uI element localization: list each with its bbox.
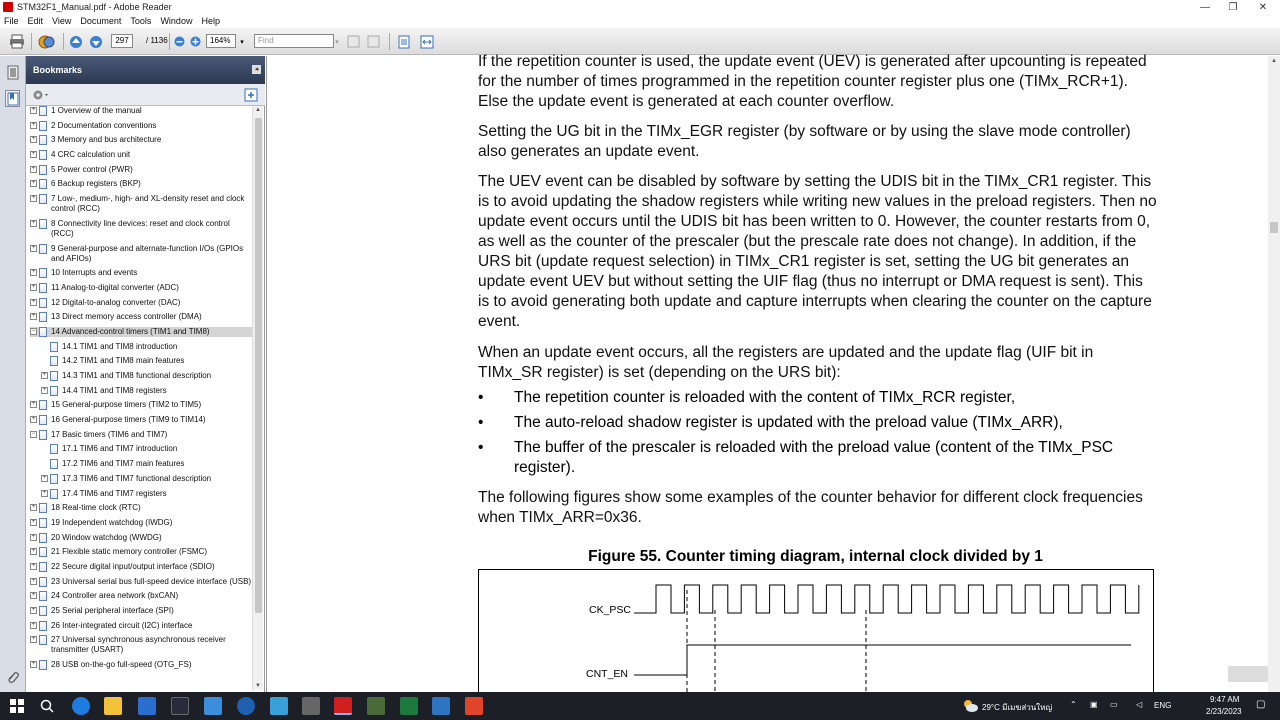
bullet-repetition-counter: The repetition counter is reloaded with the content of TIMx_RCR register, [514, 389, 1016, 406]
collaborate-icon[interactable] [36, 33, 58, 50]
paragraph-update-event: When an update event occurs, all the registers are updated and the update flag (UIF bit in TIMx_SR register) is set (depending on the URS bit): [478, 344, 1094, 381]
bookmark-page-icon [50, 474, 58, 484]
page-thumbnail-controls[interactable] [1228, 666, 1268, 682]
bookmark-item[interactable] [30, 621, 252, 631]
find-next-icon[interactable] [366, 33, 380, 50]
bookmark-label: 5 Power control (PWR) [51, 164, 133, 174]
menu-window[interactable]: Window [160, 16, 193, 26]
bookmark-item[interactable] [30, 165, 252, 175]
expand-icon[interactable]: + [31, 165, 36, 172]
bookmark-label: 20 Window watchdog (WWDG) [51, 532, 162, 542]
app-icon[interactable] [270, 697, 288, 715]
windows-taskbar [0, 692, 1280, 720]
bookmark-item[interactable] [30, 135, 252, 145]
expand-icon[interactable]: + [42, 489, 47, 496]
counter-timing-diagram [478, 569, 1154, 692]
clock-date[interactable]: 2/23/2023 [1206, 707, 1242, 716]
bookmark-label: 17.2 TIM6 and TIM7 main features [62, 459, 185, 469]
bookmark-page-icon [39, 547, 47, 557]
show-hidden-icons-icon[interactable]: ⌃ [1070, 700, 1077, 709]
bookmark-label: 25 Serial peripheral interface (SPI) [51, 606, 174, 615]
bookmark-item[interactable] [30, 415, 252, 425]
expand-icon[interactable]: + [31, 180, 36, 187]
expand-icon[interactable]: + [31, 636, 36, 643]
tree-spacer [41, 445, 48, 452]
bookmark-label: 28 USB on-the-go full-speed (OTG_FS) [51, 660, 192, 670]
find-dropdown-icon[interactable]: ▾ [335, 38, 339, 46]
bookmark-label: 6 Backup registers (BKP) [51, 179, 141, 189]
bookmark-item[interactable] [30, 547, 252, 557]
expand-icon[interactable]: + [31, 504, 36, 511]
bookmark-page-icon [39, 165, 47, 175]
bookmark-label: 1 Overview of the manual [51, 106, 142, 115]
expand-icon[interactable]: + [31, 416, 36, 423]
bookmark-page-icon [50, 444, 58, 454]
expand-icon[interactable]: + [31, 533, 36, 540]
menu-bar [0, 14, 1280, 28]
expand-icon[interactable]: + [31, 298, 36, 305]
collapse-icon[interactable]: − [31, 327, 36, 334]
bookmark-item[interactable] [30, 430, 252, 440]
bookmark-item[interactable] [30, 660, 252, 670]
expand-icon[interactable]: + [31, 136, 36, 143]
expand-icon[interactable]: + [31, 548, 36, 555]
bookmark-label: 4 CRC calculation unit [51, 150, 131, 160]
menu-document[interactable]: Document [80, 16, 122, 26]
store-icon[interactable] [171, 697, 189, 715]
bookmark-item[interactable] [30, 400, 252, 410]
pages-panel-icon[interactable] [5, 64, 20, 81]
bookmark-item[interactable] [30, 298, 252, 308]
print-icon[interactable] [8, 33, 26, 50]
bookmark-item[interactable] [30, 371, 252, 381]
bookmark-page-icon [39, 415, 47, 425]
windows-start-icon[interactable] [8, 697, 26, 715]
search-icon[interactable] [38, 697, 56, 715]
bookmark-page-icon [39, 660, 47, 670]
close-panel-icon[interactable]: ◂ [252, 65, 261, 74]
expand-icon[interactable]: + [31, 244, 36, 251]
internet-explorer-icon[interactable] [237, 697, 255, 715]
bullet-symbol: • [478, 389, 484, 406]
find-input[interactable]: Find [254, 34, 334, 48]
cnt-en-waveform [634, 645, 1131, 675]
expand-icon[interactable]: + [31, 283, 36, 290]
bookmark-label: 19 Independent watchdog (IWDG) [51, 517, 173, 527]
excel-icon[interactable] [400, 697, 418, 715]
clock-time[interactable]: 9:47 AM [1210, 695, 1240, 704]
bookmark-page-icon [39, 283, 47, 293]
ck-psc-waveform [634, 585, 1139, 613]
bookmark-label: 14.4 TIM1 and TIM8 registers [62, 385, 167, 395]
bookmark-item[interactable] [30, 356, 252, 366]
bookmark-page-icon [50, 386, 58, 396]
bookmark-item[interactable] [30, 444, 252, 454]
ide-icon[interactable] [432, 697, 450, 715]
bookmark-label: 14.3 TIM1 and TIM8 functional description [62, 371, 212, 380]
expand-icon[interactable]: + [31, 518, 36, 525]
bookmarks-panel-icon[interactable] [5, 90, 20, 107]
expand-icon[interactable]: + [31, 151, 36, 158]
tools-app-icon[interactable] [302, 697, 320, 715]
bookmark-item[interactable] [30, 219, 252, 239]
bookmark-page-icon [39, 621, 47, 631]
fit-page-icon[interactable] [396, 33, 412, 50]
page-number-input[interactable]: 297 [111, 34, 133, 48]
fit-width-icon[interactable] [419, 33, 435, 50]
bookmark-label: 3 Memory and bus architecture [51, 135, 162, 145]
bookmark-label: 14.2 TIM1 and TIM8 main features [62, 356, 185, 366]
find-previous-icon[interactable] [346, 33, 360, 50]
bookmark-page-icon [39, 400, 47, 410]
bookmark-page-icon [39, 533, 47, 543]
network-icon[interactable]: ▭ [1110, 700, 1118, 709]
page-total: / 1136 [146, 36, 168, 45]
bookmark-page-icon [39, 219, 47, 229]
bookmark-item[interactable] [30, 106, 252, 116]
bookmark-item[interactable] [30, 386, 252, 396]
tree-spacer [41, 357, 48, 364]
bookmark-page-icon [39, 298, 47, 308]
paragraph-repetition-counter: If the repetition counter is used, the update event (UEV) is generated after upcounting is repeated for the number of times programmed in the repetition counter register plus one (TIMx_RCR+1). Else the update event is generated at each counter overflow. [478, 53, 1147, 110]
expand-icon[interactable]: + [31, 121, 36, 128]
bookmarks-tree [30, 106, 252, 690]
bookmark-item[interactable] [30, 283, 252, 293]
bookmark-page-icon [50, 489, 58, 499]
bookmark-label: 22 Secure digital input/output interface (SDIO) [51, 561, 215, 571]
bookmark-page-icon [39, 327, 47, 337]
bookmark-item[interactable] [30, 503, 252, 513]
bookmark-item[interactable] [30, 474, 252, 484]
expand-icon[interactable]: + [42, 386, 47, 393]
expand-icon[interactable]: + [31, 621, 36, 628]
bookmark-page-icon [39, 606, 47, 616]
app-icon[interactable] [367, 697, 385, 715]
zoom-out-icon[interactable] [173, 33, 185, 50]
expand-icon[interactable]: + [31, 219, 36, 226]
zoom-level-input[interactable]: 164% [206, 34, 236, 48]
bookmark-page-icon [39, 194, 47, 204]
bookmark-label: 15 General-purpose timers (TIM2 to TIM5) [51, 400, 202, 410]
zoom-in-icon[interactable] [189, 33, 201, 50]
file-explorer-icon[interactable] [104, 697, 122, 715]
expand-icon[interactable]: + [31, 607, 36, 613]
bullet-prescaler-buffer: The buffer of the prescaler is reloaded with the preload value (content of the TIMx_PSC register). [514, 439, 1114, 476]
bookmark-label: 17.4 TIM6 and TIM7 registers [62, 488, 167, 498]
bookmark-label: 9 General-purpose and alternate-function I/Os (GPIOs and AFIOs) [51, 243, 244, 263]
adobe-reader-icon [3, 2, 13, 12]
mail-icon[interactable] [138, 697, 156, 715]
bookmark-page-icon [39, 179, 47, 189]
app-icon[interactable] [465, 697, 483, 715]
bookmark-page-icon [39, 503, 47, 513]
expand-icon[interactable]: + [31, 592, 36, 599]
bookmark-label: 17.3 TIM6 and TIM7 functional description [62, 473, 212, 483]
bookmark-item[interactable] [30, 244, 252, 264]
tree-spacer [41, 343, 48, 350]
bookmark-label: 17 Basic timers (TIM6 and TIM7) [51, 429, 168, 439]
bookmark-page-icon [50, 342, 58, 352]
bookmark-label: 10 Interrupts and events [51, 268, 138, 278]
menu-tools[interactable]: Tools [130, 16, 152, 26]
menu-view[interactable]: View [52, 16, 72, 26]
title-bar [0, 0, 1280, 14]
bookmarks-panel [26, 56, 265, 692]
bookmark-page-icon [39, 312, 47, 322]
bookmark-label: 13 Direct memory access controller (DMA) [51, 312, 202, 322]
bookmark-page-icon [39, 244, 47, 254]
bookmark-page-icon [39, 430, 47, 440]
expand-icon[interactable]: + [31, 401, 36, 408]
bookmark-label: 12 Digital-to-analog converter (DAC) [51, 297, 181, 307]
minimize-button[interactable]: — [1200, 1, 1210, 13]
bookmark-item[interactable] [30, 533, 252, 543]
paragraph-following-figures: The following figures show some examples of the counter behavior for different clock frequencies when TIMx_ARR=0x36. [478, 489, 1143, 526]
attachments-icon[interactable] [5, 668, 20, 685]
document-scrollbar[interactable]: ▲ [1268, 56, 1280, 692]
bookmark-item[interactable] [30, 312, 252, 322]
bookmark-page-icon [39, 518, 47, 528]
expand-icon[interactable]: + [42, 372, 47, 378]
bookmarks-header [26, 56, 265, 84]
tree-spacer [41, 460, 48, 467]
signal-label-ck-psc: CK_PSC [589, 604, 632, 616]
bookmark-item[interactable] [30, 327, 252, 337]
bookmark-page-icon [39, 577, 47, 587]
paragraph-uev-disable: The UEV event can be disabled by software by setting the UDIS bit in the TIMx_CR1 register. This is to avoid updating the shadow registers while writing new values in the preload registers. Then no update event occurs until the UDIS bit has been written to 0. However, the counter restarts from 0, as well as the counter of the prescaler (but the prescale rate does not change). In addition, if the URS bit (update request selection) in TIMx_CR1 register is set, setting the UG bit generates an update event UEV but without setting the UIF flag (thus no interrupt or DMA request is sent). This is to avoid generating both update and capture interrupts when clearing the counter on the capture event. [478, 173, 1157, 330]
bookmark-label: 7 Low-, medium-, high- and XL-density reset and clock control (RCC) [51, 194, 245, 214]
navigation-strip [0, 56, 26, 692]
options-gear-icon[interactable] [32, 88, 50, 102]
bookmark-label: 2 Documentation conventions [51, 120, 157, 130]
bookmark-label: 21 Flexible static memory controller (FSMC) [51, 547, 208, 557]
bookmark-label: 11 Analog-to-digital converter (ADC) [51, 282, 179, 292]
zoom-dropdown-icon[interactable]: ▾ [240, 38, 244, 46]
bookmarks-scroll-thumb[interactable] [255, 118, 262, 613]
bookmark-label: 16 General-purpose timers (TIM9 to TIM14) [51, 415, 206, 425]
document-scroll-thumb[interactable] [1270, 222, 1278, 233]
bookmark-page-icon [39, 135, 47, 145]
weather-text[interactable]: 29°C มีเมฆส่วนใหญ่ [982, 703, 1053, 712]
bookmark-label: 18 Real-time clock (RTC) [51, 503, 141, 513]
bookmark-item[interactable] [30, 268, 252, 278]
bookmark-item[interactable] [30, 577, 252, 587]
previous-page-icon[interactable] [68, 33, 84, 50]
expand-icon[interactable]: + [31, 577, 36, 584]
menu-edit[interactable]: Edit [27, 16, 44, 26]
window-title: STM32F1_Manual.pdf - Adobe Reader [17, 2, 172, 12]
bookmark-item[interactable] [30, 562, 252, 572]
adobe-reader-taskbar-icon[interactable] [334, 697, 352, 715]
bookmark-page-icon [39, 121, 47, 131]
expand-icon[interactable]: + [42, 474, 47, 481]
menu-file[interactable]: File [4, 16, 19, 26]
bookmarks-title: Bookmarks [33, 65, 83, 75]
bookmark-page-icon [39, 150, 47, 160]
volume-icon[interactable]: ◁ [1136, 700, 1143, 709]
bookmark-page-icon [39, 635, 47, 645]
bookmark-label: 23 Universal serial bus full-speed device interface (USB) [51, 576, 252, 586]
bookmark-label: 14 Advanced-control timers (TIM1 and TIM8) [51, 326, 210, 336]
bookmark-item[interactable] [30, 121, 252, 131]
bookmark-item[interactable] [30, 489, 252, 499]
weather-icon[interactable] [962, 699, 978, 713]
new-bookmark-icon[interactable] [244, 88, 258, 102]
bookmark-item[interactable] [30, 459, 252, 469]
bullet-symbol: • [478, 414, 484, 431]
bookmark-page-icon [50, 459, 58, 469]
bookmark-item[interactable] [30, 518, 252, 528]
paragraph-ug-bit: Setting the UG bit in the TIMx_EGR register (by software or by using the slave mode controller) also generates an update event. [478, 123, 1131, 160]
bookmark-item[interactable] [30, 342, 252, 352]
bullet-symbol: • [478, 439, 484, 456]
bookmark-item[interactable] [30, 179, 252, 189]
bookmark-page-icon [50, 356, 58, 366]
app-icon[interactable] [204, 697, 222, 715]
bookmark-item[interactable] [30, 591, 252, 601]
bookmark-page-icon [39, 268, 47, 278]
expand-icon[interactable]: + [31, 562, 36, 569]
signal-label-cnt-en: CNT_EN [586, 668, 629, 680]
bookmarks-scrollbar[interactable]: ▲ ▼ [252, 106, 263, 690]
collapse-icon[interactable]: − [31, 430, 36, 437]
bookmark-label: 26 Inter-integrated circuit (I2C) interface [51, 620, 193, 630]
bookmark-label: 24 Controller area network (bxCAN) [51, 591, 179, 601]
toolbar [0, 28, 1280, 55]
timing-waveforms [479, 570, 1154, 692]
tray-app-icon[interactable]: ▣ [1090, 700, 1098, 709]
menu-help[interactable]: Help [201, 16, 220, 26]
bookmark-page-icon [39, 562, 47, 572]
bookmark-label: 17.1 TIM6 and TIM7 introduction [62, 444, 178, 454]
expand-icon[interactable]: + [31, 661, 36, 668]
bookmark-item[interactable] [30, 194, 252, 214]
bookmark-label: 8 Connectivity line devices: reset and clock control (RCC) [51, 218, 230, 238]
bookmark-label: 14.1 TIM1 and TIM8 introduction [62, 341, 178, 351]
edge-browser-icon[interactable] [72, 697, 90, 715]
bookmark-item[interactable] [30, 635, 252, 655]
bookmark-item[interactable] [30, 606, 252, 616]
expand-icon[interactable]: + [31, 313, 36, 320]
expand-icon[interactable]: + [31, 195, 36, 202]
bookmark-label: 27 Universal synchronous asynchronous receiver transmitter (USART) [51, 635, 226, 655]
close-button[interactable]: ✕ [1258, 1, 1268, 13]
expand-icon[interactable]: + [31, 107, 36, 113]
restore-button[interactable]: ❐ [1228, 1, 1238, 13]
bookmark-page-icon [50, 371, 58, 381]
bookmark-page-icon [39, 591, 47, 601]
figure-title: Figure 55. Counter timing diagram, internal clock divided by 1 [588, 548, 1043, 565]
language-indicator[interactable]: ENG [1154, 701, 1172, 710]
bullet-auto-reload: The auto-reload shadow register is updated with the preload value (TIMx_ARR), [514, 414, 1063, 431]
bookmarks-toolbar [26, 84, 265, 106]
expand-icon[interactable]: + [31, 269, 36, 276]
bookmark-item[interactable] [30, 150, 252, 160]
bookmark-page-icon [39, 106, 47, 116]
next-page-icon[interactable] [88, 33, 104, 50]
notifications-icon[interactable]: ▢ [1256, 699, 1266, 710]
